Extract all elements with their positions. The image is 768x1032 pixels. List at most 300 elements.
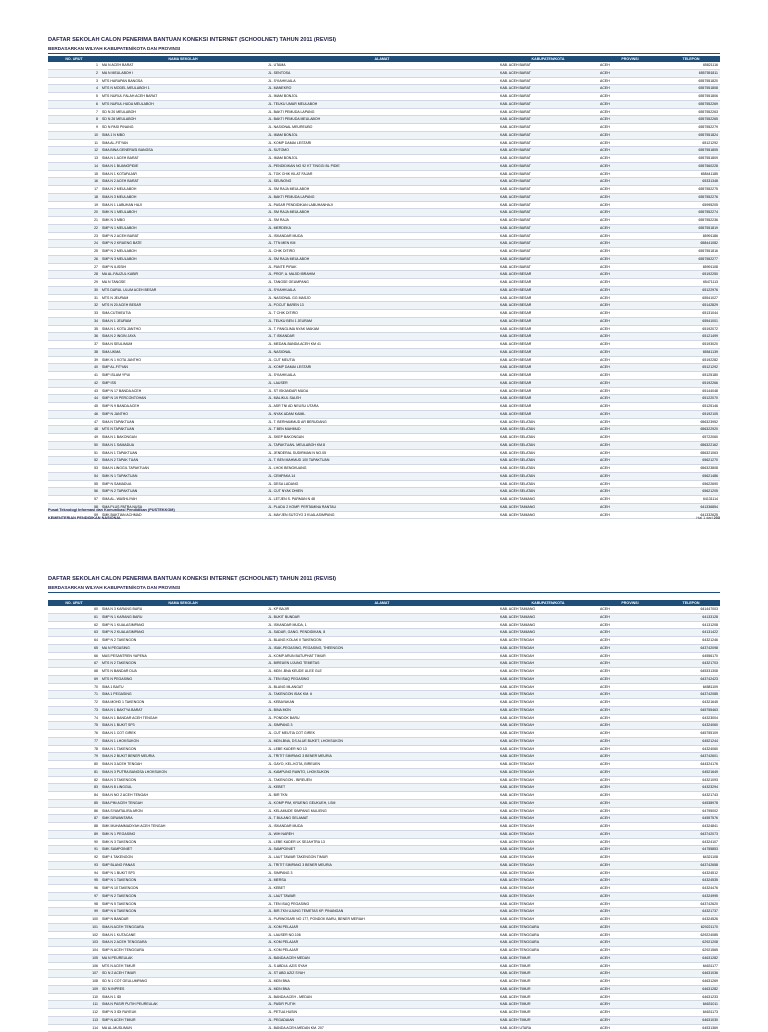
row-number: 62 [48, 621, 100, 629]
school-address: JL. KEBET [266, 885, 498, 893]
school-address: JL. TAPAKTUAN- MEULABOH KM.8 [266, 441, 498, 449]
province: ACEH [598, 77, 662, 85]
school-name: SMA N 1 LABUHAN HAJI [100, 201, 266, 209]
phone: 65144048 [662, 387, 720, 395]
phone: 64321743 [662, 792, 720, 800]
province: ACEH [598, 644, 662, 652]
phone: 656323808 [662, 465, 720, 473]
school-name: SMA N 1 KOTA JANTHO [100, 325, 266, 333]
school-address: JL. NYAK ADAM KAMIL [266, 410, 498, 418]
district: KAB. ACEH SELATAN [498, 472, 598, 480]
school-name: SD N PASI PINANG [100, 124, 266, 132]
province: ACEH [598, 892, 662, 900]
province: ACEH [598, 457, 662, 465]
school-address: JL. KAMPUNG RAWTO, LHOKSUKON [266, 768, 498, 776]
school-address: JL. BANDA ACEH MEDAN [266, 954, 498, 962]
school-address: JL. ST ABD AZIZ SYAH [266, 970, 498, 978]
district: KAB. ACEH TAMIANG [498, 613, 598, 621]
school-address: JL. BIR TKN [266, 792, 498, 800]
school-name: SMA N PASIR PUTIH PEUREULAK [100, 1001, 266, 1009]
table-row [48, 418, 720, 426]
row-number: 57 [48, 496, 100, 504]
row-number: 73 [48, 706, 100, 714]
row-number: 23 [48, 232, 100, 240]
school-name: SMA N 3 ACEH TENGAH [100, 761, 266, 769]
phone: 64321703 [662, 660, 720, 668]
province: ACEH [598, 846, 662, 854]
school-name: SMA 1 BAITU [100, 683, 266, 691]
table-row [48, 978, 720, 986]
table-row [48, 675, 720, 683]
school-address: JL. ISKANDAR MUDA, 1 [266, 621, 498, 629]
phone: 643742620 [662, 900, 720, 908]
district: KAB. ACEH BARAT [498, 100, 598, 108]
row-number: 105 [48, 954, 100, 962]
district: KAB. ACEH BESAR [498, 410, 598, 418]
phone: 641336854 [662, 503, 720, 511]
school-name: SMA BINA GENERASI BANGSA [100, 147, 266, 155]
subtitle-rule [48, 592, 720, 593]
row-number: 55 [48, 480, 100, 488]
row-number: 100 [48, 916, 100, 924]
district: KAB. ACEH TIMUR [498, 993, 598, 1001]
phone: 64321108 [662, 854, 720, 862]
province: ACEH [598, 162, 662, 170]
province: ACEH [598, 348, 662, 356]
province: ACEH [598, 668, 662, 676]
school-name: SMK N 1 PEGASING [100, 830, 266, 838]
district: KAB. ACEH TENGAH [498, 730, 598, 738]
row-number: 8 [48, 116, 100, 124]
province: ACEH [598, 364, 662, 372]
phone: 65621486 [662, 472, 720, 480]
row-number: 87 [48, 815, 100, 823]
district: KAB. ACEH SELATAN [498, 488, 598, 496]
district: KAB. ACEH TIMUR [498, 1001, 598, 1009]
row-number: 14 [48, 162, 100, 170]
school-address: JL. BANDA ACEH-MEDAN KM. 207 [266, 1024, 498, 1032]
province: ACEH [598, 248, 662, 256]
province: ACEH [598, 683, 662, 691]
school-name: MTS N PEGASING [100, 675, 266, 683]
school-address: JL. CUT MEUTIA [266, 356, 498, 364]
school-address: JL. DESA LADANG [266, 480, 498, 488]
province: ACEH [598, 621, 662, 629]
phone: 6557552269 [662, 100, 720, 108]
province: ACEH [598, 931, 662, 939]
school-address: JL. T CHIK DITIRO [266, 310, 498, 318]
phone: 65122070 [662, 395, 720, 403]
school-name: SD N 2 ACEH TIMUR [100, 970, 266, 978]
school-name: SD N 26 MEULABOH [100, 116, 266, 124]
school-address: JL. CUT NYAK DHIEN [266, 488, 498, 496]
district: KAB. ACEH BARAT [498, 248, 598, 256]
province: ACEH [598, 201, 662, 209]
district: KAB. ACEH SELATAN [498, 465, 598, 473]
table-row [48, 341, 720, 349]
phone: 64557576 [662, 815, 720, 823]
row-number: 26 [48, 255, 100, 263]
district: KAB. ACEH TENGAH [498, 854, 598, 862]
row-number: 74 [48, 714, 100, 722]
header-phone: TELEPON [662, 600, 720, 606]
row-number: 4 [48, 85, 100, 93]
province: ACEH [598, 637, 662, 645]
row-number: 71 [48, 691, 100, 699]
phone: 658441185 [662, 170, 720, 178]
row-number: 81 [48, 768, 100, 776]
table-row [48, 939, 720, 947]
phone: 645755109 [662, 730, 720, 738]
phone: 65991186 [662, 232, 720, 240]
district: KAB. ACEH SELATAN [498, 449, 598, 457]
province: ACEH [598, 978, 662, 986]
phone: 656322162 [662, 441, 720, 449]
table-row [48, 753, 720, 761]
school-name: SMA PLUS PATRA NUSA [100, 503, 266, 511]
district: KAB. ACEH TENGAH [498, 683, 598, 691]
table-row [48, 613, 720, 621]
row-number: 30 [48, 286, 100, 294]
school-name: SMK N 1 TAPAKTUAN [100, 472, 266, 480]
subtitle-rule [48, 53, 720, 54]
row-number: 60 [48, 606, 100, 613]
school-name: SMP N ILISSIH [100, 263, 266, 271]
phone: 64795002 [662, 807, 720, 815]
table-row [48, 124, 720, 132]
phone: 643742073 [662, 830, 720, 838]
row-number: 53 [48, 465, 100, 473]
phone: 6557552265 [662, 116, 720, 124]
phone: 64631036 [662, 970, 720, 978]
school-name: MTS N 20 ACEH BESAR [100, 302, 266, 310]
province: ACEH [598, 387, 662, 395]
phone: 64631282 [662, 954, 720, 962]
school-address: JL. MERSA [266, 877, 498, 885]
school-name: MTS HARAPAN BANGSA [100, 77, 266, 85]
table-row [48, 170, 720, 178]
table-row [48, 232, 720, 240]
table-row [48, 496, 720, 504]
district: KAB. ACEH TIMUR [498, 954, 598, 962]
table-row [48, 426, 720, 434]
district: KAB. ACEH BARAT [498, 131, 598, 139]
school-address: JL. GAYO, KEL-KOTA, BIREUEN [266, 761, 498, 769]
school-name: SMP N 2 MEULABOH [100, 248, 266, 256]
school-name: SMP AL-FITYAN [100, 364, 266, 372]
province: ACEH [598, 970, 662, 978]
row-number: 6 [48, 100, 100, 108]
province: ACEH [598, 395, 662, 403]
table-row [48, 861, 720, 869]
district: KAB. ACEH TENGAH [498, 916, 598, 924]
table-row [48, 348, 720, 356]
phone: 6557552277 [662, 255, 720, 263]
school-name: SMP N 2 TAPAKTUAN [100, 488, 266, 496]
phone: 64324841 [662, 823, 720, 831]
row-number: 61 [48, 613, 100, 621]
school-name: SMP N 3 IDI RAYEUK [100, 1009, 266, 1017]
school-address: JL. LETJEN S. PARMAN N 48 [266, 496, 498, 504]
school-address: JL. SM RAJA MEULABOH [266, 186, 498, 194]
school-name: SMK SAMPOINIET [100, 846, 266, 854]
row-number: 51 [48, 449, 100, 457]
province: ACEH [598, 923, 662, 931]
row-number: 52 [48, 457, 100, 465]
phone: 64321645 [662, 699, 720, 707]
province: ACEH [598, 418, 662, 426]
phone: 64321093 [662, 776, 720, 784]
district: KAB. ACEH BARAT [498, 232, 598, 240]
province: ACEH [598, 900, 662, 908]
row-number: 7 [48, 108, 100, 116]
school-address: JL. KOMP ARUN BATUPHAT TIMUR [266, 652, 498, 660]
phone: 64324512 [662, 869, 720, 877]
table-row [48, 186, 720, 194]
row-number: 28 [48, 271, 100, 279]
province: ACEH [598, 325, 662, 333]
school-address: JL. LAUT TAWAR TAKENGON TIMUR [266, 854, 498, 862]
table-row [48, 224, 720, 232]
province: ACEH [598, 1009, 662, 1017]
province: ACEH [598, 69, 662, 77]
district: KAB. ACEH BARAT [498, 116, 598, 124]
district: KAB. ACEH BARAT [498, 62, 598, 69]
table-row [48, 916, 720, 924]
school-address: JL. NASIONAL GG MASJO [266, 294, 498, 302]
school-address: JL. PASIR PUTIH [266, 1001, 498, 1009]
row-number: 32 [48, 302, 100, 310]
district: KAB. ACEH BARAT [498, 255, 598, 263]
phone: 65192072 [662, 325, 720, 333]
phone: 644324176 [662, 761, 720, 769]
province: ACEH [598, 240, 662, 248]
school-address: JL. T. PANGLIMA NYAK MAKAM [266, 325, 498, 333]
district: KAB. ACEH BESAR [498, 395, 598, 403]
province: ACEH [598, 186, 662, 194]
province: ACEH [598, 613, 662, 621]
phone: 64521649 [662, 768, 720, 776]
row-number: 111 [48, 1001, 100, 1009]
district: KAB. ACEH BARAT [498, 263, 598, 271]
table-row [48, 147, 720, 155]
phone: 65541001 [662, 317, 720, 325]
row-number: 19 [48, 201, 100, 209]
district: KAB. ACEH BARAT [498, 209, 598, 217]
school-address: JL. BIREUEN UJUNG TEMETAS [266, 660, 498, 668]
school-name: SMA N 1 ACEH BARAT [100, 155, 266, 163]
district: KAB. ACEH TIMUR [498, 970, 598, 978]
table-row [48, 139, 720, 147]
school-address: JL. IMAM BONJOL [266, 131, 498, 139]
phone: 65192266 [662, 379, 720, 387]
school-address: JL. TAKENGON - BIREUEN [266, 776, 498, 784]
document-subtitle: BERDASARKAN WILYAH KABUPATEN/KOTA DAN PROVINSI [48, 46, 181, 51]
school-address: JL. LHOK BENGKUANG [266, 465, 498, 473]
school-name: SMK N 3 TAKENGON [100, 838, 266, 846]
row-number: 70 [48, 683, 100, 691]
school-address: JL. SIMPANG 3 [266, 722, 498, 730]
table-row [48, 217, 720, 225]
row-number: 80 [48, 761, 100, 769]
table-row [48, 691, 720, 699]
school-name: SMA N 1 BAKTYA BARAT [100, 706, 266, 714]
row-number: 43 [48, 387, 100, 395]
school-address: JL. ST ISKANDAR MUDA [266, 387, 498, 395]
province: ACEH [598, 139, 662, 147]
phone: 64324995 [662, 892, 720, 900]
table-row [48, 652, 720, 660]
footer-ministry: KEMENTERIAN PENDIDIKAN NASIONAL [48, 516, 122, 520]
province: ACEH [598, 217, 662, 225]
province: ACEH [598, 761, 662, 769]
row-number: 58 [48, 503, 100, 511]
phone: 65621205 [662, 488, 720, 496]
page-number [696, 516, 720, 520]
province: ACEH [598, 410, 662, 418]
school-name: SMP N 2 TAKENGON [100, 637, 266, 645]
school-address: JL. MANEKRO [266, 85, 498, 93]
phone: 62921208 [662, 939, 720, 947]
table-row [48, 799, 720, 807]
header-district: KABUPATEN/KOTA [498, 56, 598, 62]
table-row [48, 302, 720, 310]
school-name: SMA N 3 TAKENGON [100, 776, 266, 784]
table-row [48, 606, 720, 613]
province: ACEH [598, 861, 662, 869]
district: KAB. ACEH BARAT [498, 224, 598, 232]
school-name: MTS N MODEL MEULABOH 1 [100, 85, 266, 93]
school-address: JL. T ISKANDAR [266, 333, 498, 341]
school-address: JL. CEMPAKA 14 [266, 472, 498, 480]
province: ACEH [598, 465, 662, 473]
school-name: SD N 20 MEULABOH [100, 108, 266, 116]
province: ACEH [598, 807, 662, 815]
table-row [48, 900, 720, 908]
district: KAB. ACEH TENGAH [498, 745, 598, 753]
header-phone: TELEPON [662, 56, 720, 62]
phone: 64556170 [662, 652, 720, 660]
province: ACEH [598, 124, 662, 132]
phone: 65121499 [662, 333, 720, 341]
table-row [48, 776, 720, 784]
school-address: JL. T BULANG SELAMAT [266, 815, 498, 823]
province: ACEH [598, 480, 662, 488]
district: KAB. ACEH TAMIANG [498, 496, 598, 504]
school-address: JL. SYIAHKUALA [266, 286, 498, 294]
row-number: 9 [48, 124, 100, 132]
school-name: MA AL-FAUZUL KABIR [100, 271, 266, 279]
school-name: MA N PEGASING [100, 644, 266, 652]
district: KAB. ACEH TENGAH [498, 815, 598, 823]
district: KAB. ACEH TENGAH [498, 846, 598, 854]
school-address: JL. MDN BNA [266, 978, 498, 986]
school-name: MA N PEUREULAK [100, 954, 266, 962]
phone: 64324060 [662, 745, 720, 753]
header-no: NO. URUT [48, 56, 100, 62]
phone: 65331348 [662, 178, 720, 186]
document-page-2 [0, 560, 768, 1030]
province: ACEH [598, 660, 662, 668]
school-name: SMA N 1 LHOKSUKON [100, 737, 266, 745]
row-number: 102 [48, 931, 100, 939]
row-number: 90 [48, 838, 100, 846]
province: ACEH [598, 745, 662, 753]
table-row [48, 854, 720, 862]
phone: 64521244 [662, 737, 720, 745]
footer-organization: Pusat Teknologi Informasi dan Komunikasi Pendidikan (PUSTEKKOM) [48, 508, 175, 512]
school-address: JL. KOMP DAMAI LESTARI [266, 139, 498, 147]
table-row [48, 116, 720, 124]
row-number: 66 [48, 652, 100, 660]
school-address: JL. MDN -BNA KEUDE ULEE GLE [266, 668, 498, 676]
school-address: JL. BANDA ACEH - MEDAN [266, 993, 498, 1001]
province: ACEH [598, 232, 662, 240]
document-title: DAFTAR SEKOLAH CALON PENERIMA BANTUAN KONEKSI INTERNET (SCHOOLNET) TAHUN 2011 (REVISI) [48, 576, 336, 582]
school-name: SMP N 2 KUALASIMPANG [100, 629, 266, 637]
phone: 641332625 [662, 511, 720, 519]
table-row [48, 294, 720, 302]
phone: 65991108 [662, 263, 720, 271]
table-row [48, 761, 720, 769]
district: KAB. ACEH BESAR [498, 364, 598, 372]
district: KAB. ACEH TENGAH [498, 753, 598, 761]
phone: 64631282 [662, 985, 720, 993]
district: KAB. ACEH BESAR [498, 356, 598, 364]
school-address: JL. ISKANDAR MUDA [266, 232, 498, 240]
school-address: JL. SYIAHKUALA [266, 372, 498, 380]
school-address: JL. MDN-BNA, DS ALUE BUKET, LHOKSUKON [266, 737, 498, 745]
row-number: 34 [48, 317, 100, 325]
school-name: SMP N 5 TAKENGON [100, 900, 266, 908]
table-row [48, 1001, 720, 1009]
phone: 65622690 [662, 480, 720, 488]
district: KAB. ACEH TENGAH [498, 823, 598, 831]
row-number: 82 [48, 776, 100, 784]
school-address: JL. POCUT BAREN 13 [266, 302, 498, 310]
phone: 6557551806 [662, 93, 720, 101]
table-row [48, 108, 720, 116]
school-name: SMA N 1 BUKIT SP3 [100, 722, 266, 730]
school-name: SMP N 1 TAKENGON [100, 877, 266, 885]
row-number: 106 [48, 962, 100, 970]
table-row [48, 745, 720, 753]
school-address: JL. TEN ISAQ PEGASING [266, 675, 498, 683]
table-row [48, 255, 720, 263]
province: ACEH [598, 1016, 662, 1024]
row-number: 92 [48, 854, 100, 862]
school-name: SD N 1 COT GEULUMPANG [100, 978, 266, 986]
district: KAB. ACEH TENGAH [498, 668, 598, 676]
phone: 65125146 [662, 403, 720, 411]
row-number: 50 [48, 441, 100, 449]
province: ACEH [598, 714, 662, 722]
district: KAB. ACEH BESAR [498, 403, 598, 411]
province: ACEH [598, 815, 662, 823]
table-row [48, 387, 720, 395]
school-name: SMA N 1 KOTAFAJAR [100, 170, 266, 178]
school-address: JL. PLADU 2 KOMP. PERTAMINA RANTAU [266, 503, 498, 511]
school-name: SMA N 1 SAMADUA [100, 441, 266, 449]
district: KAB. ACEH TENGAH [498, 691, 598, 699]
district: KAB. ACEH TENGAH [498, 776, 598, 784]
district: KAB. ACEH TENGAH [498, 675, 598, 683]
district: KAB. ACEH BESAR [498, 271, 598, 279]
province: ACEH [598, 993, 662, 1001]
province: ACEH [598, 691, 662, 699]
province: ACEH [598, 737, 662, 745]
school-address: JL. LAUSER [266, 379, 498, 387]
